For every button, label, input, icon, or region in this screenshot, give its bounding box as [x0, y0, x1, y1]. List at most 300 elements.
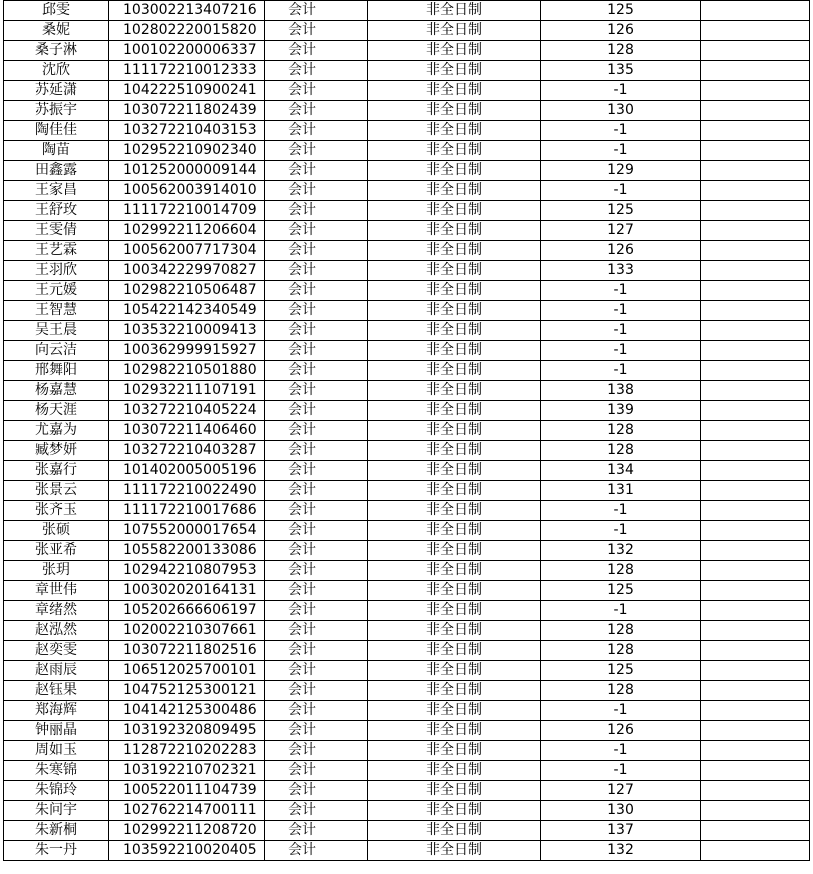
exam-id-cell: 103592210020405 — [109, 841, 265, 861]
note-cell — [701, 381, 810, 401]
table-row — [4, 321, 810, 341]
score-cell: 128 — [541, 641, 701, 661]
note-cell — [701, 61, 810, 81]
table-row — [4, 421, 810, 441]
major-cell: 会计 — [265, 21, 368, 41]
major-cell: 会计 — [265, 141, 368, 161]
table-row — [4, 461, 810, 481]
exam-id-cell: 102932211107191 — [109, 381, 265, 401]
exam-id-cell: 100522011104739 — [109, 781, 265, 801]
table-row — [4, 361, 810, 381]
table-row — [4, 661, 810, 681]
note-cell — [701, 301, 810, 321]
study-mode-cell: 非全日制 — [368, 681, 541, 701]
note-cell — [701, 821, 810, 841]
note-cell — [701, 121, 810, 141]
study-mode-cell: 非全日制 — [368, 701, 541, 721]
major-cell: 会计 — [265, 41, 368, 61]
study-mode-cell: 非全日制 — [368, 21, 541, 41]
note-cell — [701, 1, 810, 21]
exam-id-cell: 103002213407216 — [109, 1, 265, 21]
name-cell: 赵奕雯 — [4, 641, 109, 661]
exam-id-cell: 105422142340549 — [109, 301, 265, 321]
table-row — [4, 441, 810, 461]
note-cell — [701, 841, 810, 861]
score-cell: 128 — [541, 561, 701, 581]
score-cell: 129 — [541, 161, 701, 181]
score-cell: 131 — [541, 481, 701, 501]
name-cell: 王家昌 — [4, 181, 109, 201]
score-cell: 125 — [541, 1, 701, 21]
note-cell — [701, 561, 810, 581]
score-cell: -1 — [541, 141, 701, 161]
exam-id-cell: 102762214700111 — [109, 801, 265, 821]
table-row — [4, 261, 810, 281]
study-mode-cell: 非全日制 — [368, 581, 541, 601]
name-cell: 章绪然 — [4, 601, 109, 621]
major-cell: 会计 — [265, 801, 368, 821]
major-cell: 会计 — [265, 261, 368, 281]
major-cell: 会计 — [265, 381, 368, 401]
table-row — [4, 201, 810, 221]
major-cell: 会计 — [265, 441, 368, 461]
note-cell — [701, 81, 810, 101]
name-cell: 陶苗 — [4, 141, 109, 161]
note-cell — [701, 661, 810, 681]
score-cell: -1 — [541, 281, 701, 301]
table-row — [4, 821, 810, 841]
exam-id-cell: 105202666606197 — [109, 601, 265, 621]
name-cell: 张玥 — [4, 561, 109, 581]
table-row — [4, 281, 810, 301]
score-cell: 128 — [541, 441, 701, 461]
exam-id-cell: 101252000009144 — [109, 161, 265, 181]
table-row — [4, 41, 810, 61]
exam-id-cell: 103072211802439 — [109, 101, 265, 121]
major-cell: 会计 — [265, 841, 368, 861]
note-cell — [701, 541, 810, 561]
table-row — [4, 121, 810, 141]
study-mode-cell: 非全日制 — [368, 441, 541, 461]
study-mode-cell: 非全日制 — [368, 341, 541, 361]
study-mode-cell: 非全日制 — [368, 41, 541, 61]
note-cell — [701, 501, 810, 521]
table-row — [4, 61, 810, 81]
study-mode-cell: 非全日制 — [368, 561, 541, 581]
name-cell: 王舒玫 — [4, 201, 109, 221]
name-cell: 向云洁 — [4, 341, 109, 361]
exam-id-cell: 111172210017686 — [109, 501, 265, 521]
table-row — [4, 621, 810, 641]
table-row — [4, 761, 810, 781]
table-row — [4, 21, 810, 41]
table-row — [4, 81, 810, 101]
exam-id-cell: 100562007717304 — [109, 241, 265, 261]
major-cell: 会计 — [265, 1, 368, 21]
major-cell: 会计 — [265, 621, 368, 641]
study-mode-cell: 非全日制 — [368, 501, 541, 521]
study-mode-cell: 非全日制 — [368, 521, 541, 541]
major-cell: 会计 — [265, 101, 368, 121]
score-cell: 126 — [541, 241, 701, 261]
major-cell: 会计 — [265, 281, 368, 301]
name-cell: 朱锦玲 — [4, 781, 109, 801]
name-cell: 吴王晨 — [4, 321, 109, 341]
major-cell: 会计 — [265, 341, 368, 361]
name-cell: 王智慧 — [4, 301, 109, 321]
note-cell — [701, 601, 810, 621]
name-cell: 臧梦妍 — [4, 441, 109, 461]
major-cell: 会计 — [265, 461, 368, 481]
name-cell: 赵雨辰 — [4, 661, 109, 681]
name-cell: 章世伟 — [4, 581, 109, 601]
note-cell — [701, 41, 810, 61]
score-cell: 138 — [541, 381, 701, 401]
exam-id-cell: 102942210807953 — [109, 561, 265, 581]
major-cell: 会计 — [265, 761, 368, 781]
study-mode-cell: 非全日制 — [368, 541, 541, 561]
note-cell — [701, 461, 810, 481]
note-cell — [701, 781, 810, 801]
study-mode-cell: 非全日制 — [368, 221, 541, 241]
study-mode-cell: 非全日制 — [368, 261, 541, 281]
study-mode-cell: 非全日制 — [368, 141, 541, 161]
study-mode-cell: 非全日制 — [368, 361, 541, 381]
name-cell: 周如玉 — [4, 741, 109, 761]
score-cell: 137 — [541, 821, 701, 841]
table-row — [4, 641, 810, 661]
score-cell: 126 — [541, 721, 701, 741]
name-cell: 邱雯 — [4, 1, 109, 21]
study-mode-cell: 非全日制 — [368, 161, 541, 181]
study-mode-cell: 非全日制 — [368, 421, 541, 441]
major-cell: 会计 — [265, 681, 368, 701]
score-cell: 133 — [541, 261, 701, 281]
note-cell — [701, 161, 810, 181]
name-cell: 桑子淋 — [4, 41, 109, 61]
score-cell: 125 — [541, 581, 701, 601]
name-cell: 苏振宇 — [4, 101, 109, 121]
name-cell: 朱一丹 — [4, 841, 109, 861]
note-cell — [701, 21, 810, 41]
note-cell — [701, 181, 810, 201]
exam-id-cell: 103272210405224 — [109, 401, 265, 421]
study-mode-cell: 非全日制 — [368, 461, 541, 481]
note-cell — [701, 261, 810, 281]
study-mode-cell: 非全日制 — [368, 121, 541, 141]
note-cell — [701, 281, 810, 301]
exam-id-cell: 103272210403287 — [109, 441, 265, 461]
name-cell: 张硕 — [4, 521, 109, 541]
major-cell: 会计 — [265, 241, 368, 261]
study-mode-cell: 非全日制 — [368, 321, 541, 341]
score-cell: 128 — [541, 681, 701, 701]
score-cell: -1 — [541, 321, 701, 341]
table-row — [4, 341, 810, 361]
note-cell — [701, 721, 810, 741]
major-cell: 会计 — [265, 61, 368, 81]
major-cell: 会计 — [265, 701, 368, 721]
name-cell: 陶佳佳 — [4, 121, 109, 141]
exam-id-cell: 103192320809495 — [109, 721, 265, 741]
exam-id-cell: 104752125300121 — [109, 681, 265, 701]
study-mode-cell: 非全日制 — [368, 301, 541, 321]
exam-id-cell: 102982210506487 — [109, 281, 265, 301]
major-cell: 会计 — [265, 321, 368, 341]
study-mode-cell: 非全日制 — [368, 81, 541, 101]
exam-id-cell: 100102200006337 — [109, 41, 265, 61]
note-cell — [701, 701, 810, 721]
table-row — [4, 221, 810, 241]
score-cell: -1 — [541, 701, 701, 721]
major-cell: 会计 — [265, 301, 368, 321]
table-row — [4, 561, 810, 581]
table-row — [4, 481, 810, 501]
study-mode-cell: 非全日制 — [368, 661, 541, 681]
table-row — [4, 501, 810, 521]
table-row — [4, 141, 810, 161]
study-mode-cell: 非全日制 — [368, 401, 541, 421]
study-mode-cell: 非全日制 — [368, 801, 541, 821]
major-cell: 会计 — [265, 821, 368, 841]
major-cell: 会计 — [265, 161, 368, 181]
major-cell: 会计 — [265, 641, 368, 661]
table-row — [4, 541, 810, 561]
note-cell — [701, 801, 810, 821]
score-cell: 132 — [541, 541, 701, 561]
score-cell: 132 — [541, 841, 701, 861]
major-cell: 会计 — [265, 501, 368, 521]
score-cell: 128 — [541, 621, 701, 641]
score-cell: -1 — [541, 601, 701, 621]
name-cell: 王元媛 — [4, 281, 109, 301]
score-cell: 130 — [541, 101, 701, 121]
major-cell: 会计 — [265, 781, 368, 801]
name-cell: 杨嘉慧 — [4, 381, 109, 401]
name-cell: 王羽欣 — [4, 261, 109, 281]
exam-id-cell: 103272210403153 — [109, 121, 265, 141]
results-table-body — [4, 1, 810, 861]
name-cell: 张嘉行 — [4, 461, 109, 481]
exam-id-cell: 103072211406460 — [109, 421, 265, 441]
note-cell — [701, 321, 810, 341]
note-cell — [701, 241, 810, 261]
score-cell: 126 — [541, 21, 701, 41]
note-cell — [701, 521, 810, 541]
exam-id-cell: 102002210307661 — [109, 621, 265, 641]
name-cell: 朱问宇 — [4, 801, 109, 821]
study-mode-cell: 非全日制 — [368, 1, 541, 21]
major-cell: 会计 — [265, 221, 368, 241]
table-row — [4, 701, 810, 721]
major-cell: 会计 — [265, 741, 368, 761]
name-cell: 张景云 — [4, 481, 109, 501]
note-cell — [701, 201, 810, 221]
note-cell — [701, 441, 810, 461]
score-cell: 135 — [541, 61, 701, 81]
note-cell — [701, 741, 810, 761]
note-cell — [701, 141, 810, 161]
name-cell: 钟丽晶 — [4, 721, 109, 741]
study-mode-cell: 非全日制 — [368, 621, 541, 641]
study-mode-cell: 非全日制 — [368, 641, 541, 661]
score-cell: 134 — [541, 461, 701, 481]
table-row — [4, 381, 810, 401]
score-cell: 128 — [541, 41, 701, 61]
study-mode-cell: 非全日制 — [368, 781, 541, 801]
exam-id-cell: 112872210202283 — [109, 741, 265, 761]
name-cell: 王艺霖 — [4, 241, 109, 261]
note-cell — [701, 481, 810, 501]
major-cell: 会计 — [265, 661, 368, 681]
name-cell: 苏延潇 — [4, 81, 109, 101]
study-mode-cell: 非全日制 — [368, 201, 541, 221]
exam-id-cell: 106512025700101 — [109, 661, 265, 681]
name-cell: 张齐玉 — [4, 501, 109, 521]
name-cell: 朱新桐 — [4, 821, 109, 841]
study-mode-cell: 非全日制 — [368, 741, 541, 761]
exam-id-cell: 105582200133086 — [109, 541, 265, 561]
study-mode-cell: 非全日制 — [368, 721, 541, 741]
table-row — [4, 581, 810, 601]
score-cell: 127 — [541, 781, 701, 801]
major-cell: 会计 — [265, 201, 368, 221]
name-cell: 赵泓然 — [4, 621, 109, 641]
score-cell: 130 — [541, 801, 701, 821]
results-table — [3, 0, 810, 861]
study-mode-cell: 非全日制 — [368, 821, 541, 841]
study-mode-cell: 非全日制 — [368, 381, 541, 401]
table-row — [4, 181, 810, 201]
table-row — [4, 741, 810, 761]
table-row — [4, 841, 810, 861]
major-cell: 会计 — [265, 81, 368, 101]
study-mode-cell: 非全日制 — [368, 61, 541, 81]
score-cell: 125 — [541, 201, 701, 221]
note-cell — [701, 221, 810, 241]
score-cell: 125 — [541, 661, 701, 681]
major-cell: 会计 — [265, 541, 368, 561]
name-cell: 朱寒锦 — [4, 761, 109, 781]
name-cell: 田鑫露 — [4, 161, 109, 181]
exam-id-cell: 103532210009413 — [109, 321, 265, 341]
study-mode-cell: 非全日制 — [368, 481, 541, 501]
exam-id-cell: 111172210014709 — [109, 201, 265, 221]
exam-id-cell: 102952210902340 — [109, 141, 265, 161]
major-cell: 会计 — [265, 181, 368, 201]
exam-id-cell: 102992211206604 — [109, 221, 265, 241]
exam-id-cell: 104222510900241 — [109, 81, 265, 101]
note-cell — [701, 361, 810, 381]
note-cell — [701, 421, 810, 441]
major-cell: 会计 — [265, 401, 368, 421]
score-cell: -1 — [541, 501, 701, 521]
table-row — [4, 101, 810, 121]
note-cell — [701, 101, 810, 121]
table-row — [4, 781, 810, 801]
exam-id-cell: 103192210702321 — [109, 761, 265, 781]
exam-id-cell: 104142125300486 — [109, 701, 265, 721]
study-mode-cell: 非全日制 — [368, 601, 541, 621]
study-mode-cell: 非全日制 — [368, 181, 541, 201]
score-cell: -1 — [541, 301, 701, 321]
table-row — [4, 721, 810, 741]
major-cell: 会计 — [265, 721, 368, 741]
study-mode-cell: 非全日制 — [368, 101, 541, 121]
major-cell: 会计 — [265, 481, 368, 501]
note-cell — [701, 761, 810, 781]
name-cell: 邢舞阳 — [4, 361, 109, 381]
study-mode-cell: 非全日制 — [368, 761, 541, 781]
score-cell: -1 — [541, 361, 701, 381]
exam-id-cell: 107552000017654 — [109, 521, 265, 541]
score-cell: -1 — [541, 181, 701, 201]
exam-id-cell: 100302020164131 — [109, 581, 265, 601]
score-cell: -1 — [541, 741, 701, 761]
study-mode-cell: 非全日制 — [368, 281, 541, 301]
major-cell: 会计 — [265, 581, 368, 601]
note-cell — [701, 641, 810, 661]
table-row — [4, 161, 810, 181]
note-cell — [701, 621, 810, 641]
exam-id-cell: 111172210012333 — [109, 61, 265, 81]
major-cell: 会计 — [265, 561, 368, 581]
table-row — [4, 401, 810, 421]
name-cell: 沈欣 — [4, 61, 109, 81]
score-cell: -1 — [541, 81, 701, 101]
score-cell: 128 — [541, 421, 701, 441]
note-cell — [701, 581, 810, 601]
name-cell: 桑妮 — [4, 21, 109, 41]
major-cell: 会计 — [265, 121, 368, 141]
table-row — [4, 301, 810, 321]
note-cell — [701, 341, 810, 361]
name-cell: 尤嘉为 — [4, 421, 109, 441]
score-cell: -1 — [541, 341, 701, 361]
score-cell: -1 — [541, 121, 701, 141]
table-row — [4, 521, 810, 541]
table-row — [4, 1, 810, 21]
table-row — [4, 241, 810, 261]
table-row — [4, 601, 810, 621]
exam-id-cell: 100562003914010 — [109, 181, 265, 201]
score-cell: -1 — [541, 521, 701, 541]
name-cell: 张亚希 — [4, 541, 109, 561]
exam-id-cell: 100342229970827 — [109, 261, 265, 281]
exam-id-cell: 102802220015820 — [109, 21, 265, 41]
table-row — [4, 681, 810, 701]
exam-id-cell: 103072211802516 — [109, 641, 265, 661]
major-cell: 会计 — [265, 601, 368, 621]
score-cell: 139 — [541, 401, 701, 421]
exam-id-cell: 100362999915927 — [109, 341, 265, 361]
name-cell: 王雯倩 — [4, 221, 109, 241]
study-mode-cell: 非全日制 — [368, 241, 541, 261]
score-cell: 127 — [541, 221, 701, 241]
name-cell: 郑海辉 — [4, 701, 109, 721]
major-cell: 会计 — [265, 421, 368, 441]
exam-id-cell: 101402005005196 — [109, 461, 265, 481]
major-cell: 会计 — [265, 521, 368, 541]
name-cell: 赵钰果 — [4, 681, 109, 701]
major-cell: 会计 — [265, 361, 368, 381]
note-cell — [701, 681, 810, 701]
exam-id-cell: 102982210501880 — [109, 361, 265, 381]
study-mode-cell: 非全日制 — [368, 841, 541, 861]
name-cell: 杨天涯 — [4, 401, 109, 421]
score-cell: -1 — [541, 761, 701, 781]
note-cell — [701, 401, 810, 421]
